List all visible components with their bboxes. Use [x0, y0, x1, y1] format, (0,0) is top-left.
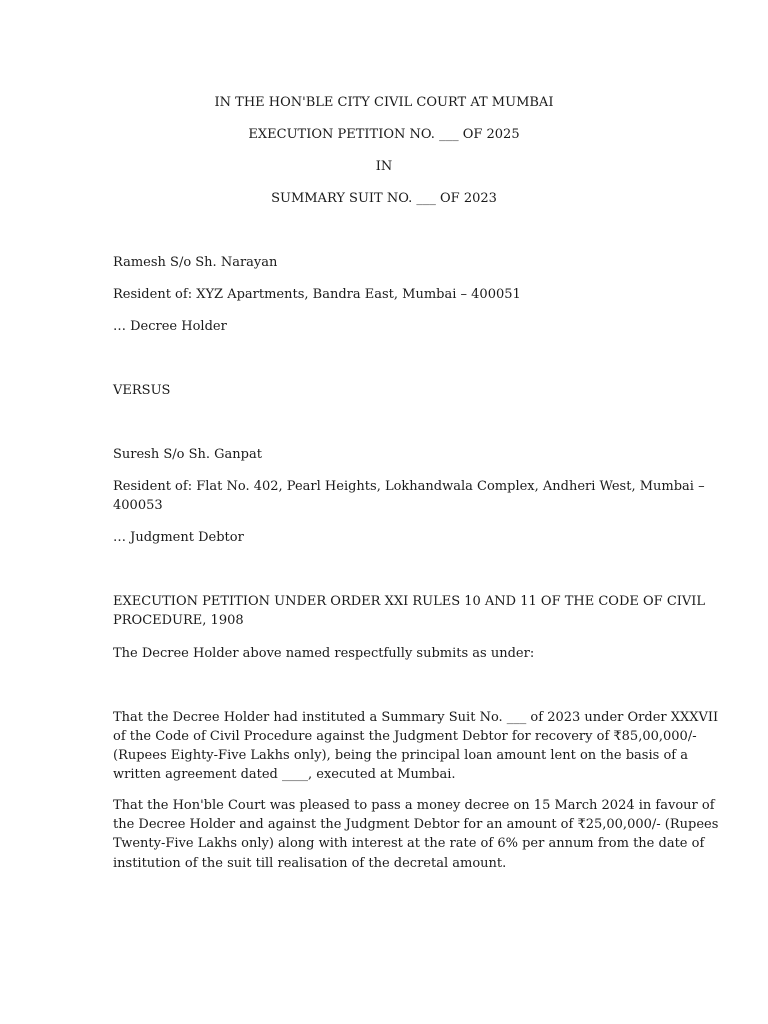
versus-label: VERSUS	[113, 383, 171, 398]
paragraph-line: (Rupees Eighty-Five Lakhs only), being the principal loan amount lent on the basis of a	[113, 748, 688, 763]
petition-title-line2: PROCEDURE, 1908	[113, 613, 244, 628]
judgment-debtor-residence-line1: Resident of: Flat No. 402, Pearl Heights, Lokhandwala Complex, Andheri West, Mumbai –	[113, 479, 705, 494]
paragraph-line: That the Hon'ble Court was pleased to pass a money decree on 15 March 2024 in favour of	[113, 798, 715, 813]
paragraph-line: That the Decree Holder had instituted a Summary Suit No. ___ of 2023 under Order XXXVII	[113, 710, 719, 725]
petition-title-line1: EXECUTION PETITION UNDER ORDER XXI RULES 10 AND 11 OF THE CODE OF CIVIL	[113, 594, 706, 609]
paragraph-line: the Decree Holder and against the Judgment Debtor for an amount of ₹25,00,000/- (Rupees	[113, 817, 719, 832]
paragraph-line: institution of the suit till realisation of the decretal amount.	[113, 856, 507, 871]
decree-holder-residence: Resident of: XYZ Apartments, Bandra East, Mumbai – 400051	[113, 287, 521, 302]
in-connector: IN	[375, 159, 393, 174]
decree-holder-name: Ramesh S/o Sh. Narayan	[113, 255, 278, 270]
intro-statement: The Decree Holder above named respectfully submits as under:	[113, 646, 535, 661]
decree-holder-role: … Decree Holder	[113, 319, 227, 334]
judgment-debtor-residence-line2: 400053	[113, 498, 163, 513]
paragraph-line: of the Code of Civil Procedure against the Judgment Debtor for recovery of ₹85,00,000/-	[113, 729, 697, 744]
paragraph-line: written agreement dated ____, executed at Mumbai.	[113, 767, 456, 782]
judgment-debtor-role: … Judgment Debtor	[113, 530, 244, 545]
court-heading: IN THE HON'BLE CITY CIVIL COURT AT MUMBAI	[214, 95, 554, 110]
paragraph-line: Twenty-Five Lakhs only) along with interest at the rate of 6% per annum from the date of	[113, 836, 705, 851]
suit-number: SUMMARY SUIT NO. ___ OF 2023	[271, 191, 497, 206]
judgment-debtor-name: Suresh S/o Sh. Ganpat	[113, 447, 262, 462]
petition-number: EXECUTION PETITION NO. ___ OF 2025	[248, 127, 520, 142]
